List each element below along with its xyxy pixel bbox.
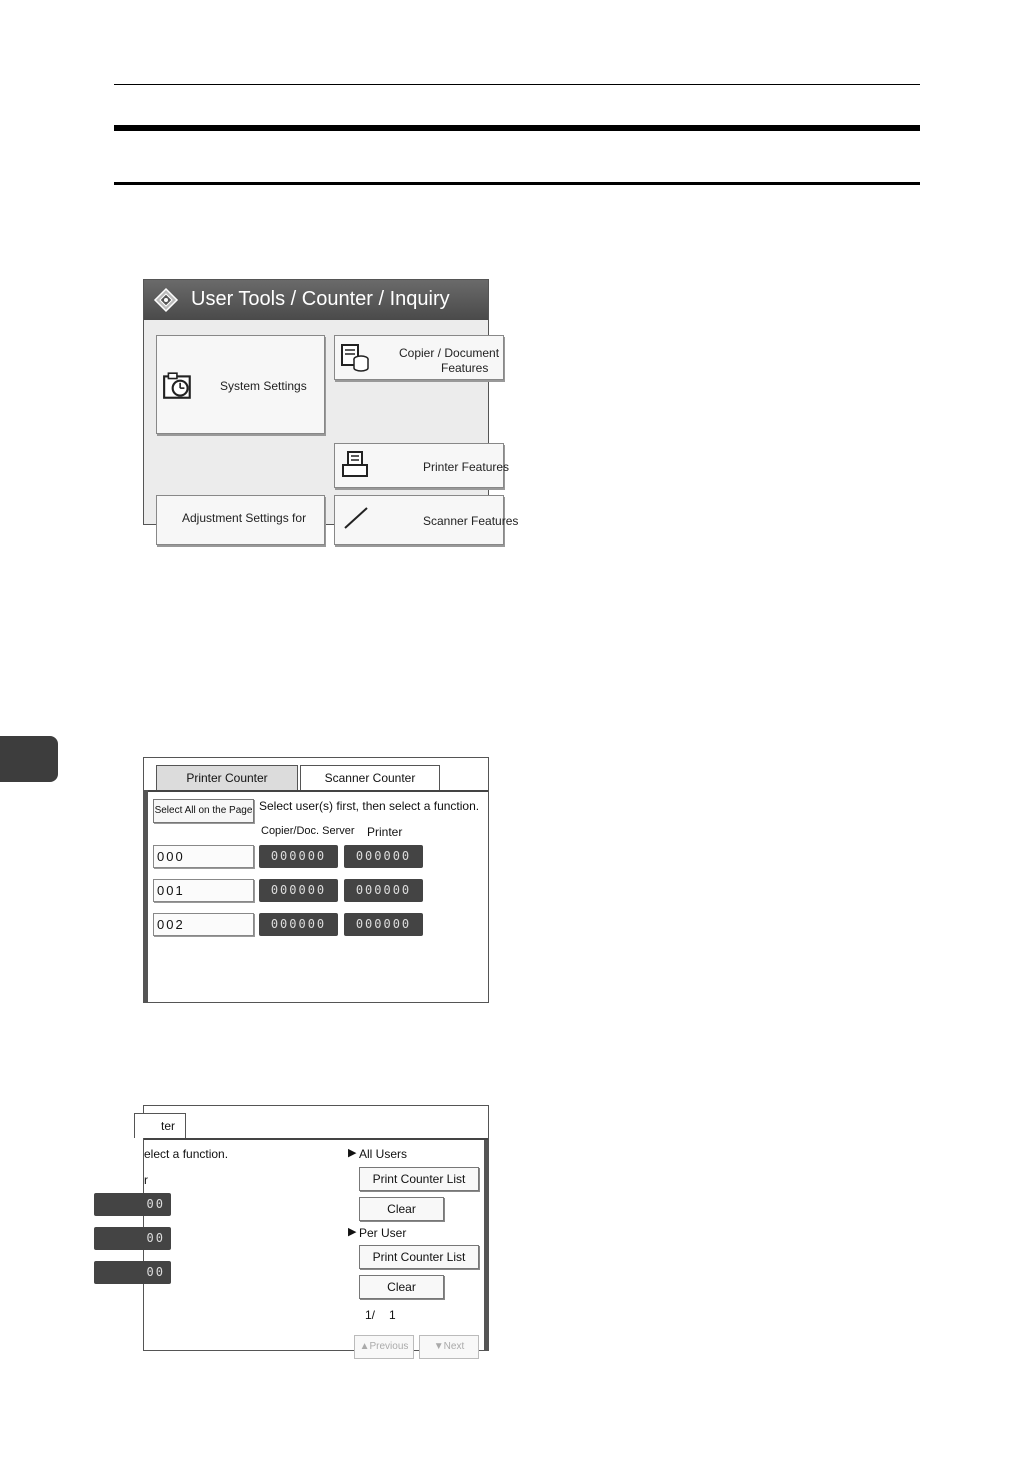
scanner-features-icon xyxy=(341,502,371,532)
copier-features-label-2: Features xyxy=(441,361,489,375)
next-arrow-icon: ▼ xyxy=(433,1341,444,1352)
next-page-button[interactable] xyxy=(419,1335,479,1359)
section-rule-bottom xyxy=(114,182,920,185)
system-settings-button[interactable] xyxy=(156,335,325,434)
counter-tab-bar-partial xyxy=(144,1106,488,1140)
counter-tab-bar xyxy=(144,758,488,792)
copier-features-icon xyxy=(340,342,370,372)
section-rule-thick xyxy=(114,125,920,131)
header-rule-thin xyxy=(114,84,920,85)
user-tools-screenshot xyxy=(143,279,519,528)
copier-document-features-button[interactable] xyxy=(334,335,504,380)
column-header-copier: Copier/Doc. Server xyxy=(261,825,355,837)
page-total: 1 xyxy=(389,1308,396,1322)
printer-features-label: Printer Features xyxy=(423,460,510,474)
chapter-thumb-tab xyxy=(0,736,58,782)
instruction-text: Select user(s) first, then select a function. xyxy=(259,799,480,813)
user-tools-logo-icon xyxy=(154,288,178,312)
tab-scanner-counter-partial[interactable]: ter xyxy=(134,1113,186,1138)
right-border xyxy=(484,1140,488,1350)
adjustment-settings-label: Adjustment Settings for xyxy=(182,511,307,525)
adjustment-settings-button[interactable] xyxy=(156,495,325,545)
column-header-printer: Printer xyxy=(367,825,403,839)
tab-printer-counter[interactable]: Printer Counter xyxy=(156,765,298,790)
tab-scanner-counter[interactable]: Scanner Counter xyxy=(300,765,440,790)
counter-functions-screenshot xyxy=(143,1105,489,1351)
user-button-001[interactable]: 001 xyxy=(153,879,254,902)
printer-count-002: 000000 xyxy=(344,913,423,936)
printer-counter-screenshot xyxy=(143,757,489,1003)
page-indicator: 1/ xyxy=(365,1308,376,1322)
user-button-000[interactable]: 000 xyxy=(153,845,254,868)
copier-features-label-1: Copier / Document xyxy=(399,346,500,360)
column-header-partial: r xyxy=(144,1173,148,1187)
all-users-print-counter-list-button[interactable]: Print Counter List xyxy=(359,1167,479,1191)
copier-count-002: 000000 xyxy=(259,913,338,936)
all-users-clear-button[interactable]: Clear xyxy=(359,1197,444,1221)
printer-count-001: 000000 xyxy=(344,879,423,902)
previous-page-button[interactable] xyxy=(354,1335,414,1359)
previous-arrow-icon: ▲ xyxy=(359,1341,370,1352)
scanner-features-button[interactable] xyxy=(334,495,519,545)
per-user-clear-button[interactable]: Clear xyxy=(359,1275,444,1299)
per-user-arrow-icon: ▶ xyxy=(348,1226,357,1238)
previous-label: Previous xyxy=(369,1341,409,1352)
printer-count-partial-002: 00 xyxy=(94,1261,171,1284)
next-label: Next xyxy=(443,1341,465,1352)
functions-panel xyxy=(144,1140,488,1350)
copier-count-001: 000000 xyxy=(259,879,338,902)
counter-list-panel xyxy=(148,792,488,1002)
per-user-heading: Per User xyxy=(359,1226,407,1240)
printer-features-icon xyxy=(341,450,371,480)
printer-features-button[interactable] xyxy=(334,443,510,488)
screen-title: User Tools / Counter / Inquiry xyxy=(191,288,450,310)
all-users-heading: All Users xyxy=(359,1147,408,1161)
title-bar xyxy=(144,280,488,320)
select-all-on-page-button[interactable]: Select All on the Page xyxy=(153,799,254,823)
printer-count-partial-000: 00 xyxy=(94,1193,171,1216)
scanner-features-label: Scanner Features xyxy=(423,514,519,528)
per-user-print-counter-list-button[interactable]: Print Counter List xyxy=(359,1245,479,1269)
printer-count-partial-001: 00 xyxy=(94,1227,171,1250)
all-users-arrow-icon: ▶ xyxy=(348,1147,357,1159)
printer-count-000: 000000 xyxy=(344,845,423,868)
system-settings-icon xyxy=(162,371,194,401)
system-settings-label: System Settings xyxy=(220,379,307,393)
copier-count-000: 000000 xyxy=(259,845,338,868)
user-button-002[interactable]: 002 xyxy=(153,913,254,936)
instruction-text-partial: elect a function. xyxy=(144,1147,229,1161)
